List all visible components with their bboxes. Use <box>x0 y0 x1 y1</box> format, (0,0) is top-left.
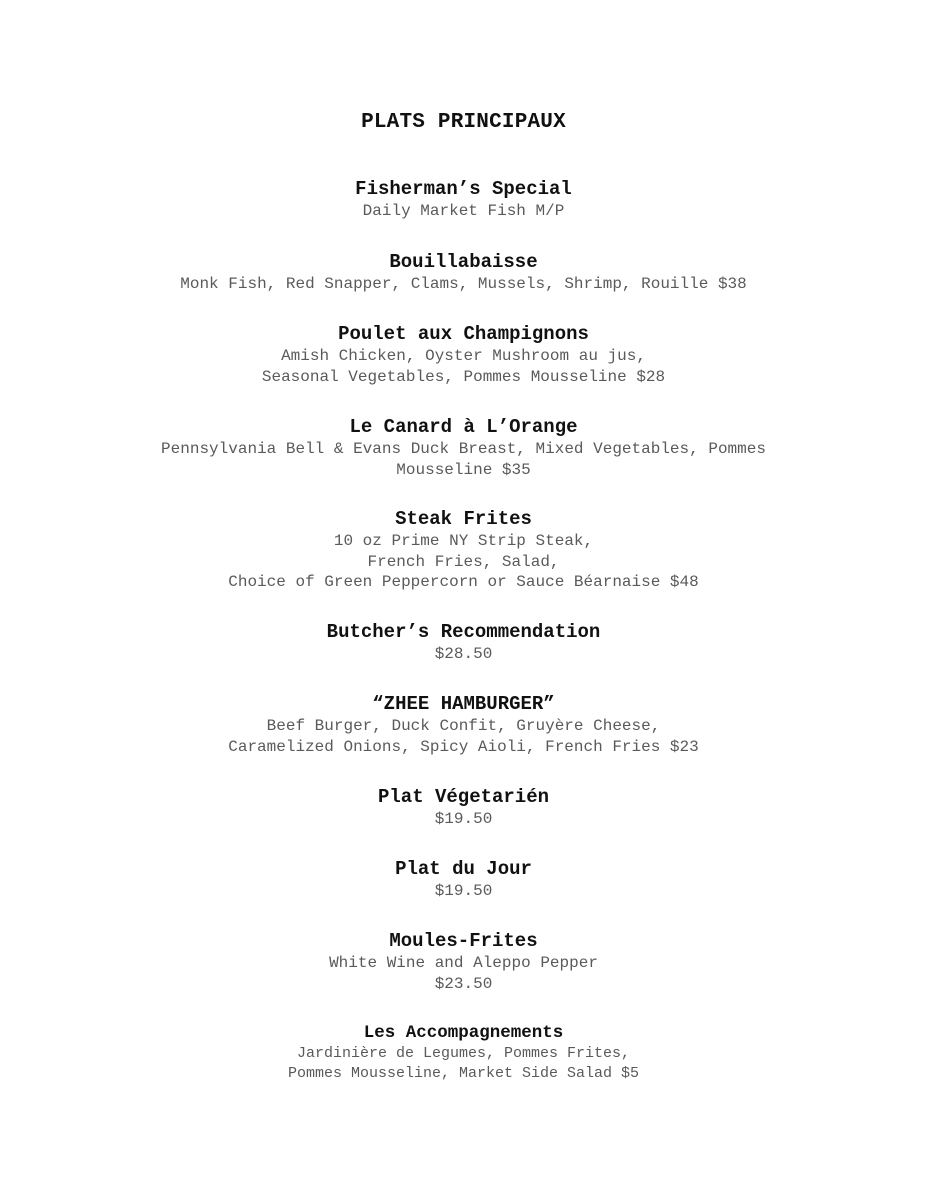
item-description-line: Pennsylvania Bell & Evans Duck Breast, Mixed Vegetables, Pommes <box>161 440 766 458</box>
item-description-line: Beef Burger, Duck Confit, Gruyère Cheese, <box>266 717 661 735</box>
menu-item-moules-frites <box>0 929 927 994</box>
menu-item-plat-du-jour <box>0 857 927 902</box>
menu-item-les-accompagnements <box>0 1022 927 1083</box>
menu-item-steak-frites <box>0 507 927 593</box>
menu-item-zhee-hamburger <box>0 692 927 757</box>
menu-item-butchers-recommendation <box>0 620 927 665</box>
item-name: Plat du Jour <box>395 858 532 880</box>
item-description-line: Pommes Mousseline, Market Side Salad $5 <box>287 1064 640 1082</box>
menu-item-bouillabaisse <box>0 250 927 295</box>
item-name: Moules-Frites <box>389 930 538 952</box>
item-description-line: Amish Chicken, Oyster Mushroom au jus, <box>281 347 646 365</box>
item-name: “ZHEE HAMBURGER” <box>372 693 555 715</box>
item-description-line: Jardinière de Legumes, Pommes Frites, <box>296 1045 631 1062</box>
item-description-line: $19.50 <box>434 810 493 828</box>
item-name: Plat Végetarién <box>377 786 550 808</box>
item-description-line: Seasonal Vegetables, Pommes Mousseline $28 <box>261 367 666 386</box>
item-description-line: $19.50 <box>434 882 493 900</box>
item-name: Bouillabaisse <box>389 251 538 273</box>
item-description-line: 10 oz Prime NY Strip Steak, <box>333 532 594 550</box>
item-description-line: Daily Market Fish M/P <box>362 202 565 220</box>
menu-item-plat-vegetarien <box>0 785 927 830</box>
menu-item-poulet-aux-champignons <box>0 322 927 387</box>
item-name: Les Accompagnements <box>363 1023 564 1043</box>
item-description-line: $23.50 <box>434 974 493 993</box>
item-description-line: White Wine and Aleppo Pepper <box>329 954 598 972</box>
menu-item-canard-a-lorange <box>0 415 927 480</box>
item-name: Fisherman’s Special <box>355 178 572 200</box>
item-name: Poulet aux Champignons <box>338 323 589 345</box>
item-description-line: Choice of Green Peppercorn or Sauce Béarnaise $48 <box>228 573 699 591</box>
page-title: PLATS PRINCIPAUX <box>361 111 566 134</box>
item-description-line: Monk Fish, Red Snapper, Clams, Mussels, Shrimp, Rouille $38 <box>180 275 747 293</box>
item-name: Butcher’s Recommendation <box>326 621 601 643</box>
menu-item-fishermans-special <box>0 177 927 222</box>
item-description-line: $28.50 <box>434 645 493 663</box>
item-description-line: French Fries, Salad, <box>367 552 560 571</box>
item-description-line: Mousseline $35 <box>396 460 531 479</box>
item-name: Le Canard à L’Orange <box>349 416 578 438</box>
item-description-line: Caramelized Onions, Spicy Aioli, French Fries $23 <box>228 737 699 756</box>
item-name: Steak Frites <box>395 508 532 530</box>
